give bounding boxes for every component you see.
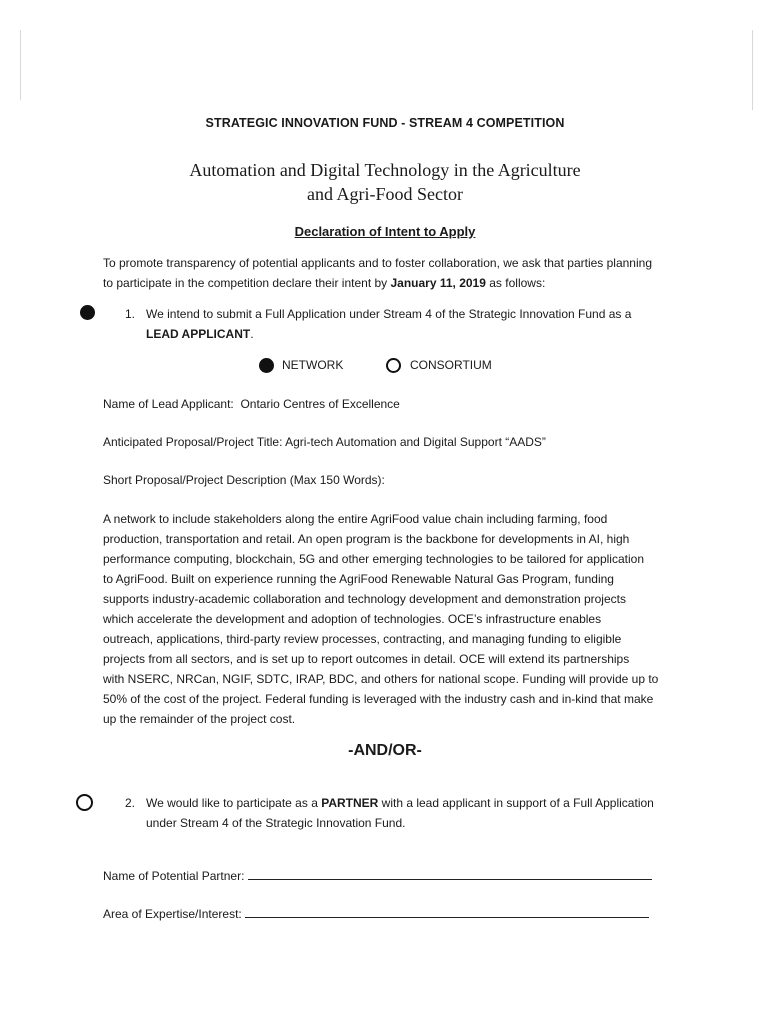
consortium-radio-empty-icon[interactable] xyxy=(386,358,401,373)
description-label: Short Proposal/Project Description (Max 150 Words): xyxy=(103,473,385,487)
description-line: up the remainder of the project cost. xyxy=(103,712,296,726)
and-or-separator: -AND/OR- xyxy=(348,742,422,759)
option-1-text: We intend to submit a Full Application under Stream 4 of the Strategic Innovation Fund as a xyxy=(146,307,632,321)
project-title-label: Anticipated Proposal/Project Title: xyxy=(103,435,283,449)
network-label: NETWORK xyxy=(282,358,344,372)
intro-line-1: To promote transparency of potential applicants and to foster collaboration, we ask that parties planning xyxy=(103,256,652,270)
network-radio-selected-icon[interactable] xyxy=(259,358,274,373)
option-2-text: We would like to participate as a PARTNER with a lead applicant in support of a Full Application xyxy=(146,796,654,810)
partner-name-label: Name of Potential Partner: xyxy=(103,869,245,883)
consortium-label: CONSORTIUM xyxy=(410,358,492,372)
partner-name-field[interactable] xyxy=(103,866,652,886)
partner-role: PARTNER xyxy=(321,796,379,810)
lead-applicant-label: Name of Lead Applicant: xyxy=(103,397,234,411)
option-2-radio-empty-icon[interactable] xyxy=(76,794,93,811)
declaration-heading: Declaration of Intent to Apply xyxy=(294,224,476,239)
option-1-role: LEAD APPLICANT. xyxy=(146,327,254,341)
option-2-text-line-2: under Stream 4 of the Strategic Innovation Fund. xyxy=(146,816,406,830)
project-title-field xyxy=(103,432,546,452)
description-line: performance computing, blockchain, 5G and other emerging technologies to be tailored for application xyxy=(103,552,644,566)
scan-edge-left xyxy=(20,30,21,100)
expertise-label: Area of Expertise/Interest: xyxy=(103,907,242,921)
description-line: projects from all sectors, and is set up to report outcomes in detail. OCE will extend its partnerships xyxy=(103,652,630,666)
scan-edge-right xyxy=(752,30,753,110)
project-title-value: Agri-tech Automation and Digital Support “AADS” xyxy=(285,435,546,449)
project-description xyxy=(103,509,673,729)
intro-line-2: to participate in the competition declare their intent by January 11, 2019 as follows: xyxy=(103,276,546,290)
description-line: with NSERC, NRCan, NGIF, SDTC, IRAP, BDC, and others for national scope. Funding will provide up to xyxy=(103,672,659,686)
expertise-blank[interactable] xyxy=(245,906,649,918)
document-title-line-1: Automation and Digital Technology in the Agriculture xyxy=(189,160,581,180)
description-line: which accelerate the development and adoption of technologies. OCE’s infrastructure enables xyxy=(103,612,602,626)
description-line: to AgriFood. Built on experience running the AgriFood Renewable Natural Gas Program, funding xyxy=(103,572,614,586)
option-2-number: 2. xyxy=(125,796,136,810)
lead-applicant-field xyxy=(103,394,400,414)
option-1-number: 1. xyxy=(125,307,136,321)
description-line: 50% of the cost of the project. Federal funding is leveraged with the industry cash and in-kind that make xyxy=(103,692,654,706)
lead-applicant-value: Ontario Centres of Excellence xyxy=(240,397,400,411)
deadline-date: January 11, 2019 xyxy=(390,276,486,290)
description-line: supports industry-academic collaboration and technology development and demonstration projects xyxy=(103,592,626,606)
document-title-line-2: and Agri-Food Sector xyxy=(307,184,463,204)
document-header: STRATEGIC INNOVATION FUND - STREAM 4 COMPETITION xyxy=(205,116,565,130)
partner-name-blank[interactable] xyxy=(248,868,652,880)
option-1-radio-selected-icon[interactable] xyxy=(80,305,95,320)
description-line: production, transportation and retail. An open program is the backbone for developments in AI, high xyxy=(103,532,630,546)
description-line: outreach, applications, third-party review processes, contracting, and managing funding to eligible xyxy=(103,632,622,646)
description-line: A network to include stakeholders along the entire AgriFood value chain including farming, food xyxy=(103,512,608,526)
expertise-field[interactable] xyxy=(103,904,649,924)
